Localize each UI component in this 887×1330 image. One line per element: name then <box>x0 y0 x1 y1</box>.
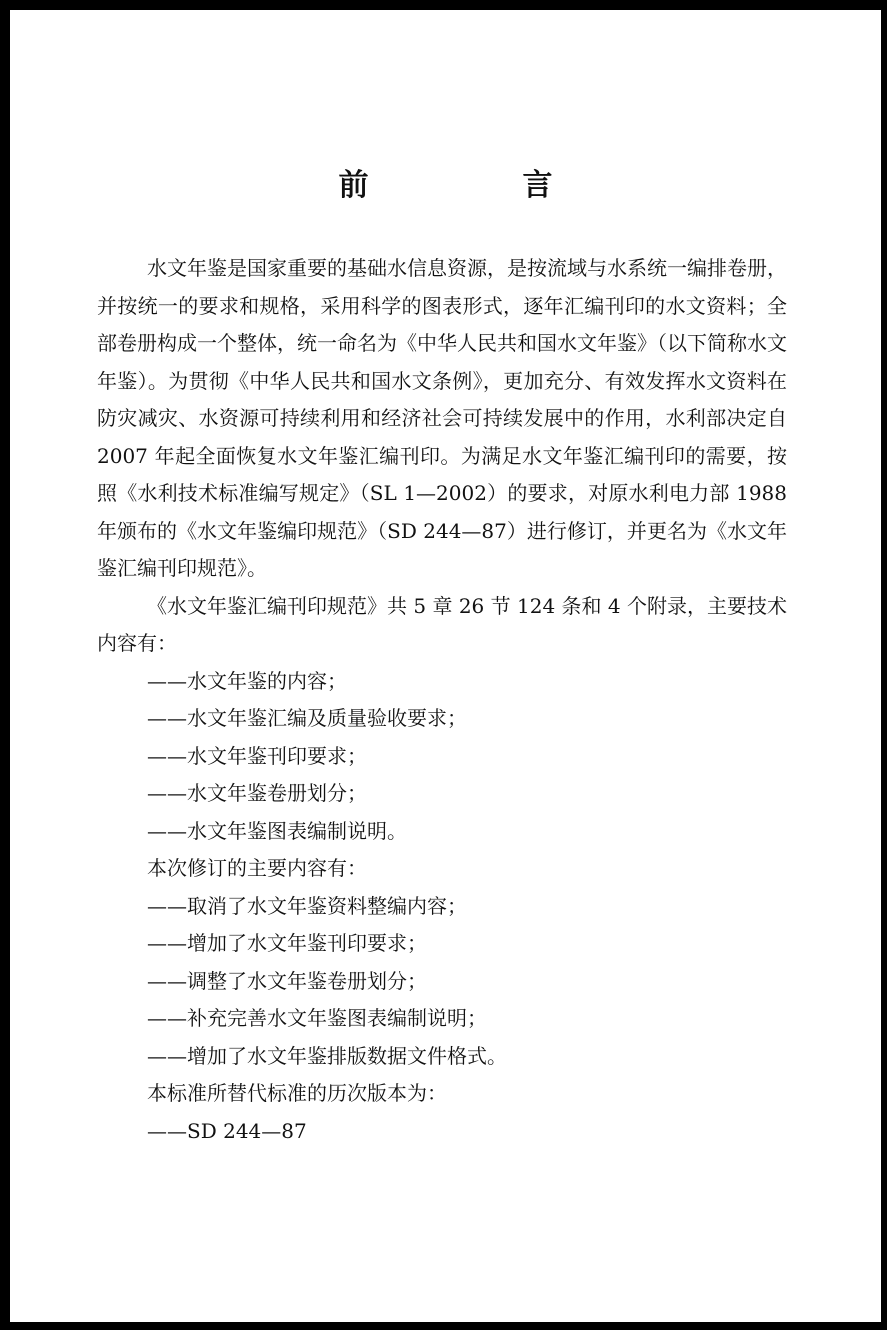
list-item: ——SD 244—87 <box>147 1118 307 1143</box>
body-text <box>97 250 787 1150</box>
list-item: ——增加了水文年鉴排版数据文件格式。 <box>147 1043 507 1068</box>
list-item: ——水文年鉴的内容； <box>147 668 347 693</box>
list-item: ——水文年鉴汇编及质量验收要求； <box>147 706 467 730</box>
paragraph-intro: 水文年鉴是国家重要的基础水信息资源，是按流域与水系统一编排卷册，并按统一的要求和规格，采用科学的图表形式，逐年汇编刊印的水文资料；全部卷册构成一个整体，统一命名为《中华人民共和国水文年鉴》（以下简称水文年鉴）。为贯彻《中华人民共和国水文条例》，更加充分、有效发挥水文资料在防灾减灾、水资源可持续利用和经济社会可持续发展中的作用，水利部决定自 2007 年起全面恢复水文年鉴汇编刊印。为满足水文年鉴汇编刊印的需要，按照《水利技术标准编写规定》（SL 1—2002）的要求，对原水利电力部 1988 年颁布的《水文年鉴编印规范》（SD 244—87）进行修订，并更名为《水文年鉴汇编刊印规范》。 <box>97 256 787 580</box>
paragraph-overview: 《水文年鉴汇编刊印规范》共 5 章 26 节 124 条和 4 个附录，主要技术内容有： <box>97 593 787 655</box>
replaced-intro: 本标准所替代标准的历次版本为： <box>147 1081 447 1105</box>
list-item: ——增加了水文年鉴刊印要求； <box>147 931 427 955</box>
list-item: ——取消了水文年鉴资料整编内容； <box>147 893 467 918</box>
list-item: ——水文年鉴刊印要求； <box>147 743 367 768</box>
list-item: ——调整了水文年鉴卷册划分； <box>147 968 427 993</box>
list-item: ——补充完善水文年鉴图表编制说明； <box>147 1006 487 1030</box>
list-item: ——水文年鉴卷册划分； <box>147 781 367 805</box>
revision-intro: 本次修订的主要内容有： <box>147 856 367 880</box>
list-item: ——水文年鉴图表编制说明。 <box>147 818 407 843</box>
page-title: 前 言 <box>338 168 615 203</box>
